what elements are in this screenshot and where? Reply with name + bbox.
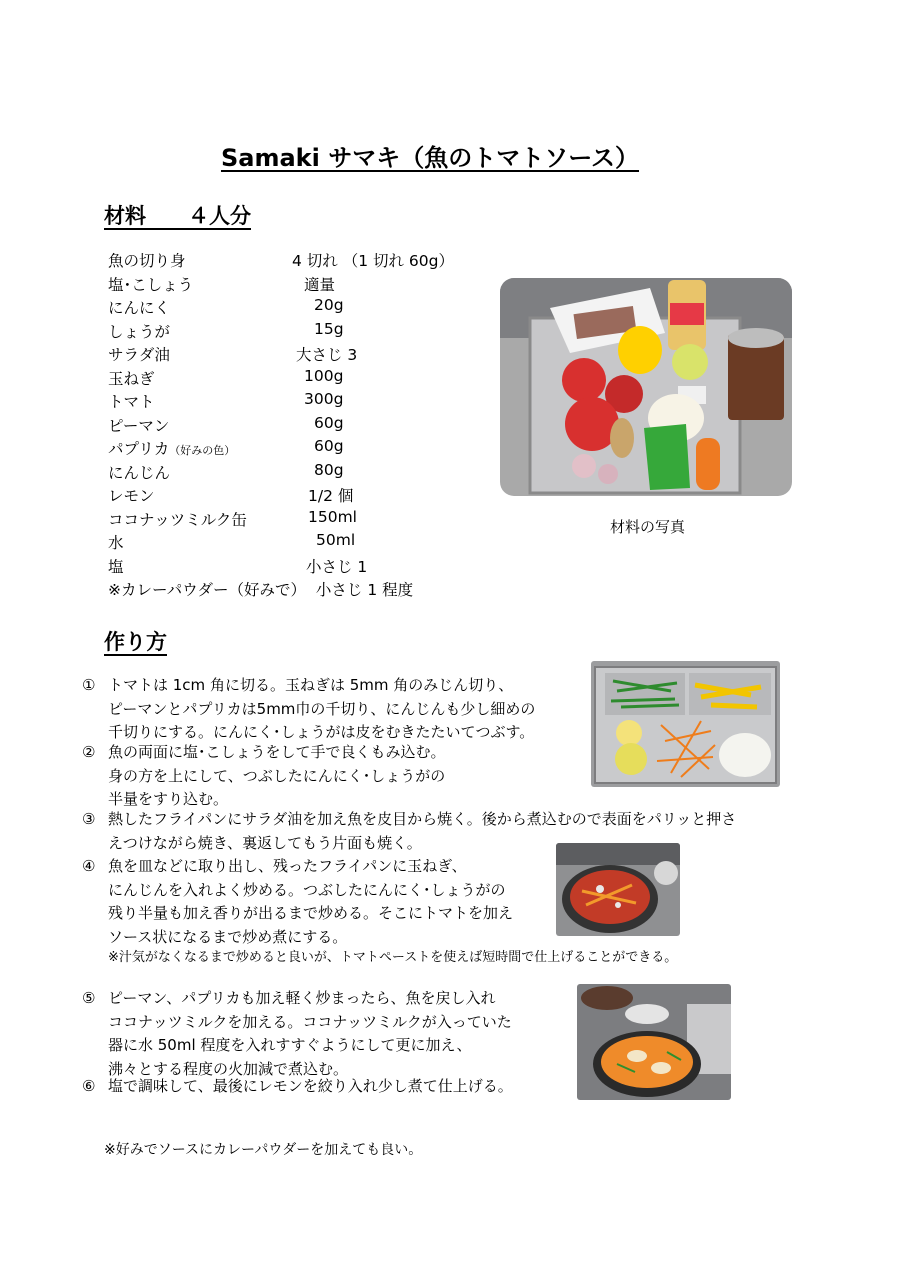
ingredient-name: にんじん xyxy=(108,463,171,482)
step-line: 千切りにする。にんにく･しょうがは皮をむきたたいてつぶす。 xyxy=(108,723,535,741)
step-line: 熱したフライパンにサラダ油を加え魚を皮目から焼く。後から煮込むので表面をパリッと押さ xyxy=(108,810,737,828)
ingredient-qty: 大さじ 3 xyxy=(296,346,358,364)
step-line: 塩で調味して、最後にレモンを絞り入れ少し煮て仕上げる。 xyxy=(108,1077,513,1095)
step-line: 魚を皿などに取り出し、残ったフライパンに玉ねぎ、 xyxy=(108,857,467,875)
ingredient-name-text: パプリカ xyxy=(108,440,170,458)
step-line: にんじんを入れよく炒める。つぶしたにんにく･しょうがの xyxy=(108,880,506,899)
ingredient-name: 塩･こしょう xyxy=(108,275,194,294)
step-number: ② xyxy=(82,743,96,761)
frying-pan-image xyxy=(556,843,680,936)
cut-vegetables-photo xyxy=(591,661,780,787)
ingredient-name: 塩 xyxy=(108,557,124,576)
step-4 xyxy=(82,855,802,951)
step-3 xyxy=(82,808,842,856)
ingredient-qty: 60g xyxy=(314,413,344,432)
frying-pan-photo xyxy=(556,843,680,936)
step-line: ソース状になるまで炒め煮にする。 xyxy=(108,927,348,946)
step-number: ④ xyxy=(82,857,96,875)
ingredient-qty: 4 切れ （1 切れ 60g） xyxy=(292,252,454,270)
step-text xyxy=(108,674,535,745)
ingredient-name: ココナッツミルク缶 xyxy=(108,510,247,529)
step-line: 身の方を上にして、つぶしたにんにく･しょうがの xyxy=(108,766,446,785)
step-text xyxy=(108,987,512,1081)
ingredient-name: 魚の切り身 xyxy=(108,252,186,270)
ingredient-qty: 15g xyxy=(314,319,344,338)
ingredient-qty: 20g xyxy=(314,296,344,314)
ingredient-name: ピーマン xyxy=(108,416,170,435)
cut-vegetables-image xyxy=(591,661,780,787)
ingredients-photo xyxy=(500,278,792,496)
simmering-image xyxy=(577,984,731,1100)
step-text xyxy=(108,741,446,812)
ingredient-qty: 80g xyxy=(314,460,344,479)
ingredient-qty: 適量 xyxy=(304,275,336,294)
ingredient-name: レモン xyxy=(108,487,155,505)
ingredients-photo-image xyxy=(500,278,792,496)
method-heading: 作り方 xyxy=(104,630,167,654)
ingredient-qty: 100g xyxy=(304,366,344,385)
step-4-note: ※汁気がなくなるまで炒めると良いが、トマトペーストを使えば短時間で仕上げることができる。 xyxy=(108,950,678,965)
step-line: 器に水 50ml 程度を入れすすぐようにして更に加え、 xyxy=(108,1036,472,1054)
ingredient-name: トマト xyxy=(108,393,155,411)
ingredient-name-note: （好みの色） xyxy=(169,444,236,457)
ingredient-qty: 60g xyxy=(314,437,344,455)
ingredient-name xyxy=(108,437,235,459)
step-line: ピーマンとパプリカは5mm巾の千切り、にんじんも少し細めの xyxy=(108,699,536,718)
step-line: えつけながら焼き、裏返してもう片面も焼く。 xyxy=(108,833,422,852)
step-number: ⑤ xyxy=(82,989,96,1007)
ingredient-name: しょうが xyxy=(108,322,171,341)
ingredient-name: 玉ねぎ xyxy=(108,369,155,388)
ingredient-qty: 小さじ 1 xyxy=(306,557,368,576)
simmering-photo xyxy=(577,984,731,1100)
ingredients-list xyxy=(108,249,488,599)
step-text xyxy=(108,1075,513,1099)
ingredient-name: にんにく xyxy=(108,299,171,317)
step-line: トマトは 1cm 角に切る。玉ねぎは 5mm 角のみじん切り、 xyxy=(108,676,514,694)
ingredient-qty: 1/2 個 xyxy=(308,487,354,505)
ingredient-qty: 300g xyxy=(304,390,344,408)
step-line: 沸々とする程度の火加減で煮込む。 xyxy=(108,1059,349,1078)
step-number: ① xyxy=(82,676,96,694)
footer-note: ※好みでソースにカレーパウダーを加えても良い。 xyxy=(104,1142,423,1158)
ingredient-name: 水 xyxy=(108,534,124,552)
ingredient-name: サラダ油 xyxy=(108,346,170,364)
ingredient-note-text: ※カレーパウダー（好みで） 小さじ 1 程度 xyxy=(108,581,414,599)
step-text xyxy=(108,855,513,949)
ingredient-qty: 50ml xyxy=(316,531,356,549)
step-number: ⑥ xyxy=(82,1077,96,1095)
page-title: Samaki サマキ（魚のトマトソース） xyxy=(220,144,640,172)
step-line: ココナッツミルクを加える。ココナッツミルクが入っていた xyxy=(108,1012,512,1031)
step-line: 残り半量も加え香りが出るまで炒める。そこにトマトを加え xyxy=(108,904,514,922)
step-number: ③ xyxy=(82,810,96,828)
step-line: ピーマン、パプリカも加え軽く炒まったら、魚を戻し入れ xyxy=(108,989,496,1007)
step-line: 魚の両面に塩･こしょうをして手で良くもみ込む。 xyxy=(108,743,446,761)
ingredient-qty: 150ml xyxy=(308,507,357,526)
ingredients-heading: 材料 ４人分 xyxy=(104,204,251,228)
ingredients-photo-caption: 材料の写真 xyxy=(610,518,686,536)
step-line: 半量をすり込む。 xyxy=(108,790,229,808)
